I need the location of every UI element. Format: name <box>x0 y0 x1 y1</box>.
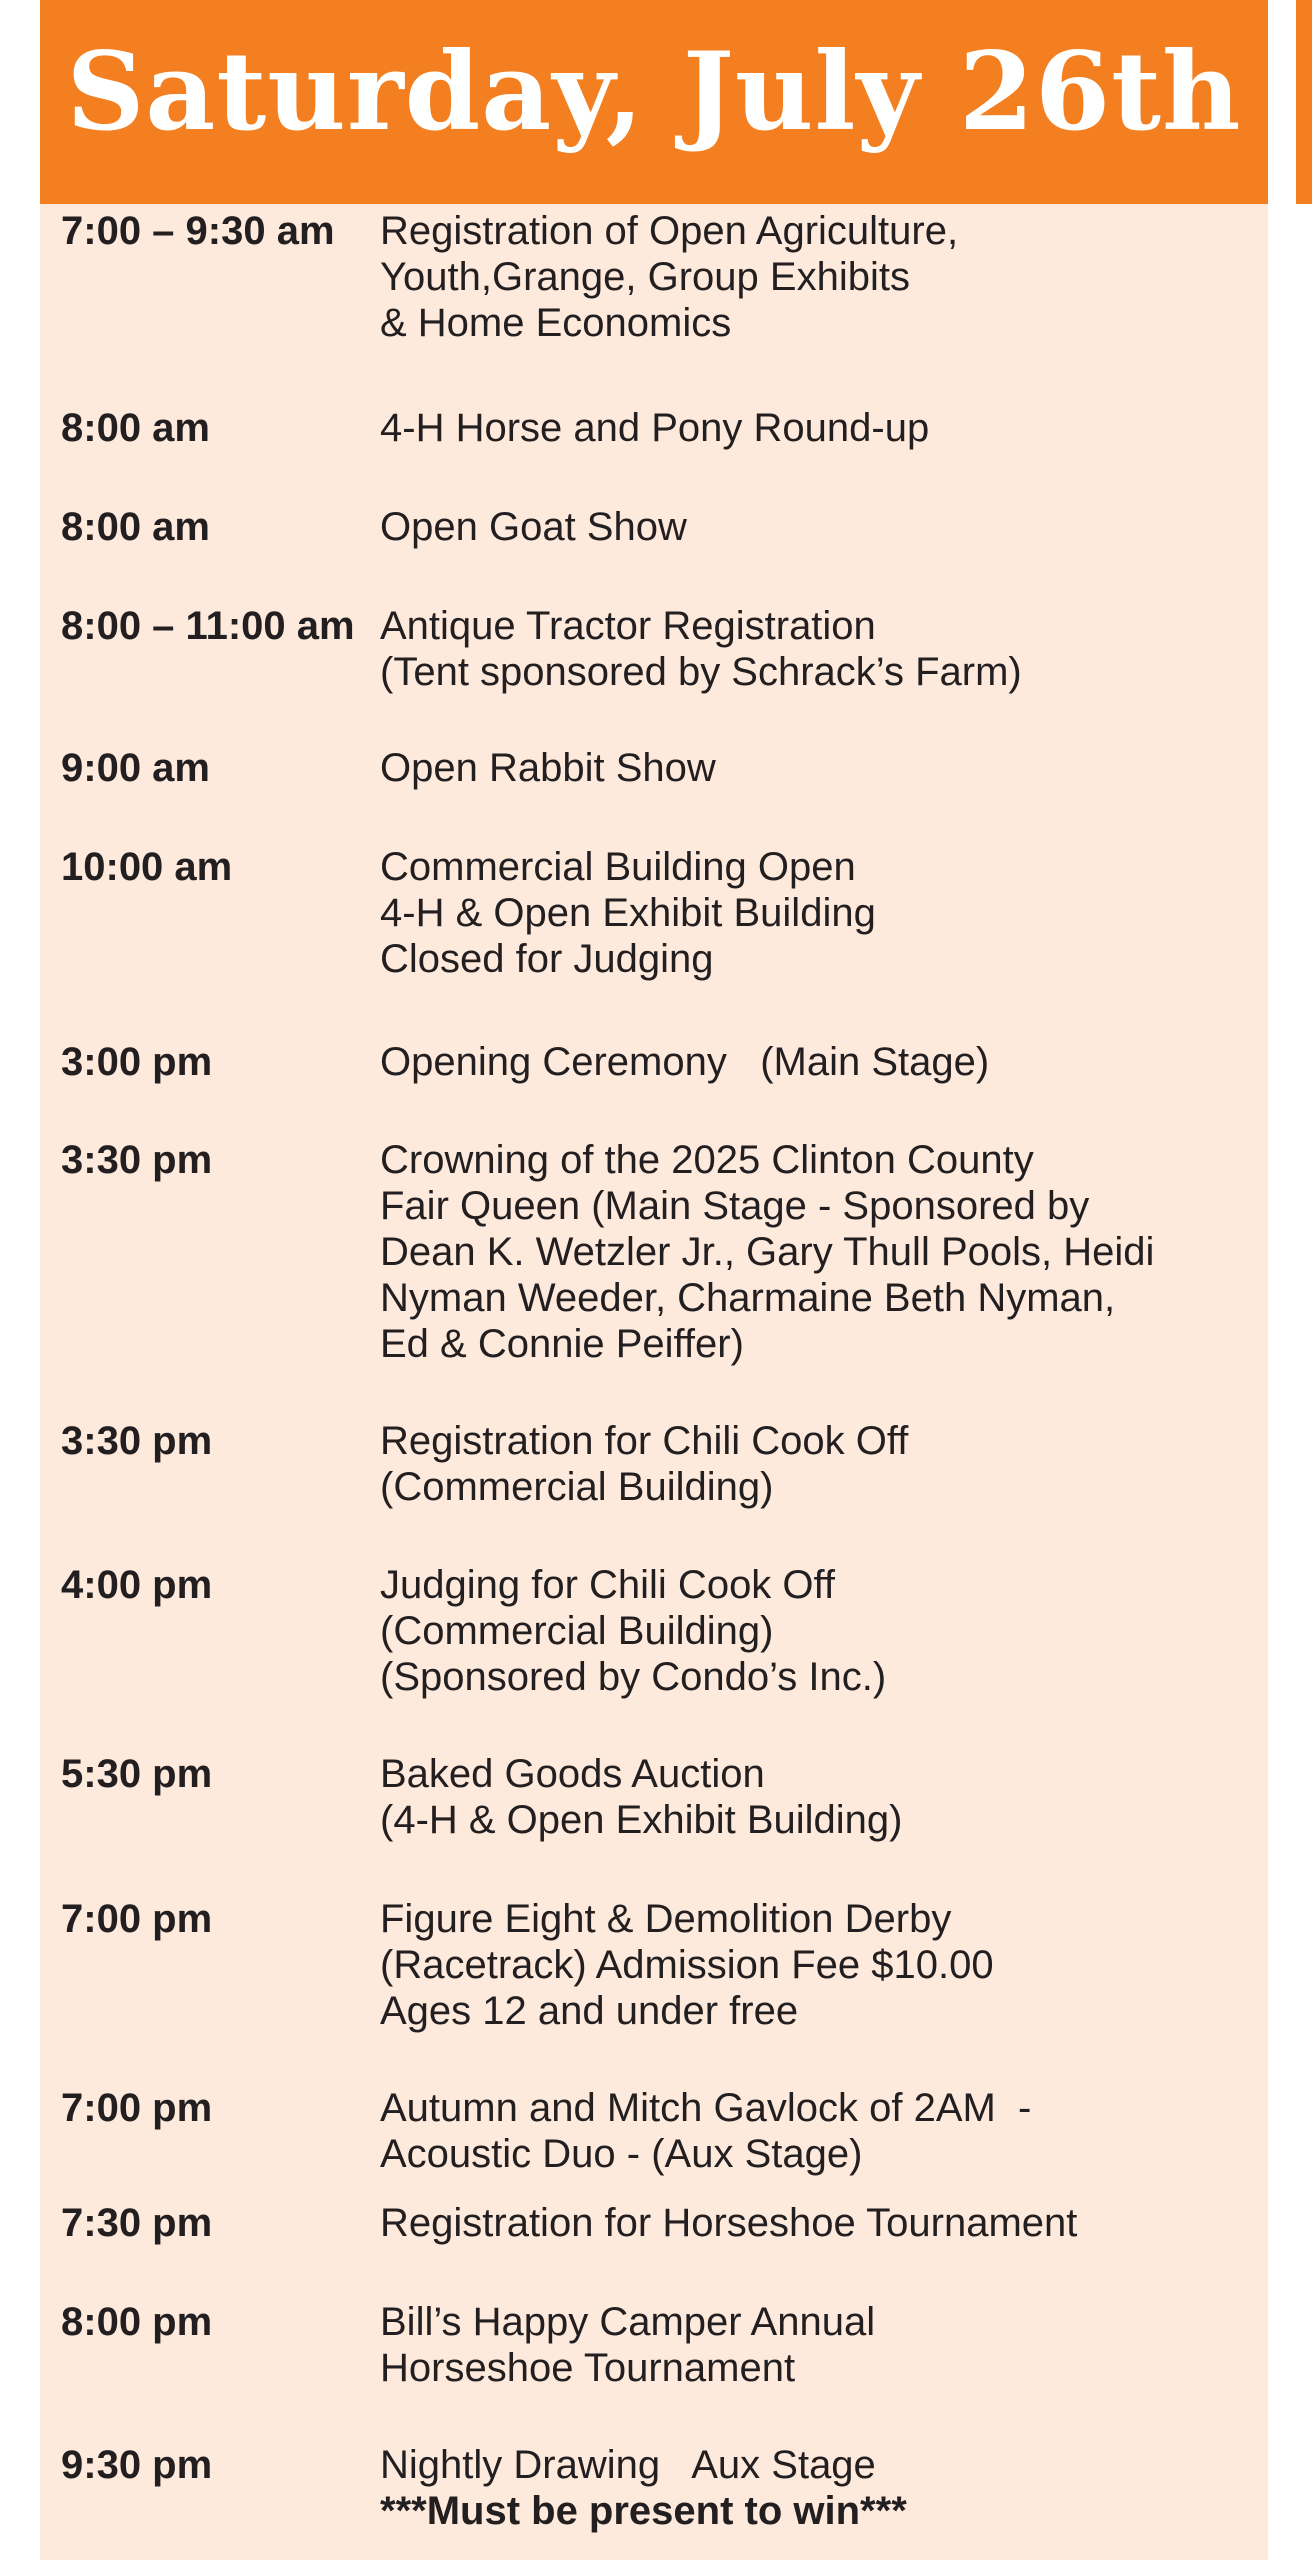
event-description-line: Baked Goods Auction <box>380 1752 765 1796</box>
event-description-line: Open Rabbit Show <box>380 746 716 790</box>
event-time: 8:00 am <box>61 505 210 549</box>
event-description <box>380 2442 1260 2534</box>
event-time: 7:00 pm <box>61 1897 213 1941</box>
event-time: 3:30 pm <box>61 1138 213 1182</box>
event-description-line: Judging for Chili Cook Off <box>380 1563 836 1607</box>
event-description-line: Ages 12 and under free <box>380 1989 799 2033</box>
event-description-line: Registration of Open Agriculture, <box>380 209 959 253</box>
event-description-line: (Commercial Building) <box>380 1609 774 1653</box>
event-description <box>380 1039 1260 1085</box>
event-description-line: Youth,Grange, Group Exhibits <box>380 255 910 299</box>
event-description <box>380 208 1260 346</box>
event-description <box>380 1137 1260 1367</box>
event-description-line: (4-H & Open Exhibit Building) <box>380 1798 903 1842</box>
event-description-line: Commercial Building Open <box>380 845 856 889</box>
event-time: 9:30 pm <box>61 2443 213 2487</box>
event-description-line: (Tent sponsored by Schrack’s Farm) <box>380 650 1022 694</box>
event-description-line: Opening Ceremony (Main Stage) <box>380 1040 990 1084</box>
event-description-line: Ed & Connie Peiffer) <box>380 1322 744 1366</box>
event-description <box>380 1418 1260 1510</box>
event-time: 8:00 pm <box>61 2300 213 2344</box>
event-description-line: Autumn and Mitch Gavlock of 2AM - <box>380 2086 1032 2130</box>
event-description-line: Fair Queen (Main Stage - Sponsored by <box>380 1184 1090 1228</box>
event-time: 4:00 pm <box>61 1563 213 1607</box>
event-description-line: Dean K. Wetzler Jr., Gary Thull Pools, Heidi <box>380 1230 1155 1274</box>
event-time: 8:00 – 11:00 am <box>61 604 355 648</box>
event-time: 7:30 pm <box>61 2201 213 2245</box>
event-time: 3:30 pm <box>61 1419 213 1463</box>
event-description-line: Figure Eight & Demolition Derby <box>380 1897 952 1941</box>
event-description <box>380 1896 1260 2034</box>
event-description-line: & Home Economics <box>380 301 732 345</box>
event-description <box>380 1751 1260 1843</box>
event-description <box>380 504 1260 550</box>
event-description <box>380 1562 1260 1700</box>
event-description <box>380 2200 1260 2246</box>
event-time: 7:00 – 9:30 am <box>61 209 335 253</box>
event-description-line: Antique Tractor Registration <box>380 604 876 648</box>
event-description-line: Horseshoe Tournament <box>380 2346 796 2390</box>
event-description-line: Registration for Chili Cook Off <box>380 1419 909 1463</box>
event-description <box>380 844 1260 982</box>
event-description-line: (Commercial Building) <box>380 1465 774 1509</box>
event-description-line: Closed for Judging <box>380 937 714 981</box>
event-description-line: (Sponsored by Condo’s Inc.) <box>380 1655 887 1699</box>
event-description-line: (Racetrack) Admission Fee $10.00 <box>380 1943 994 1987</box>
event-description-line: Bill’s Happy Camper Annual <box>380 2300 876 2344</box>
event-time: 10:00 am <box>61 845 233 889</box>
event-time: 5:30 pm <box>61 1752 213 1796</box>
event-description <box>380 603 1260 695</box>
event-description-line: Acoustic Duo - (Aux Stage) <box>380 2132 863 2176</box>
event-description-line: ***Must be present to win*** <box>380 2489 907 2533</box>
event-description <box>380 2085 1260 2177</box>
event-description-line: Nyman Weeder, Charmaine Beth Nyman, <box>380 1276 1116 1320</box>
page-title: Saturday, July 26th <box>66 29 1242 155</box>
event-description-line: 4-H & Open Exhibit Building <box>380 891 876 935</box>
event-description-line: 4-H Horse and Pony Round-up <box>380 406 930 450</box>
event-description <box>380 745 1260 791</box>
event-time: 8:00 am <box>61 406 210 450</box>
event-description-line: Registration for Horseshoe Tournament <box>380 2201 1078 2245</box>
event-description <box>380 2299 1260 2391</box>
event-time: 3:00 pm <box>61 1040 213 1084</box>
event-description-line: Open Goat Show <box>380 505 687 549</box>
event-time: 9:00 am <box>61 746 210 790</box>
event-time: 7:00 pm <box>61 2086 213 2130</box>
event-description <box>380 405 1260 451</box>
event-description-line: Nightly Drawing Aux Stage <box>380 2443 876 2487</box>
event-description-line: Crowning of the 2025 Clinton County <box>380 1138 1034 1182</box>
